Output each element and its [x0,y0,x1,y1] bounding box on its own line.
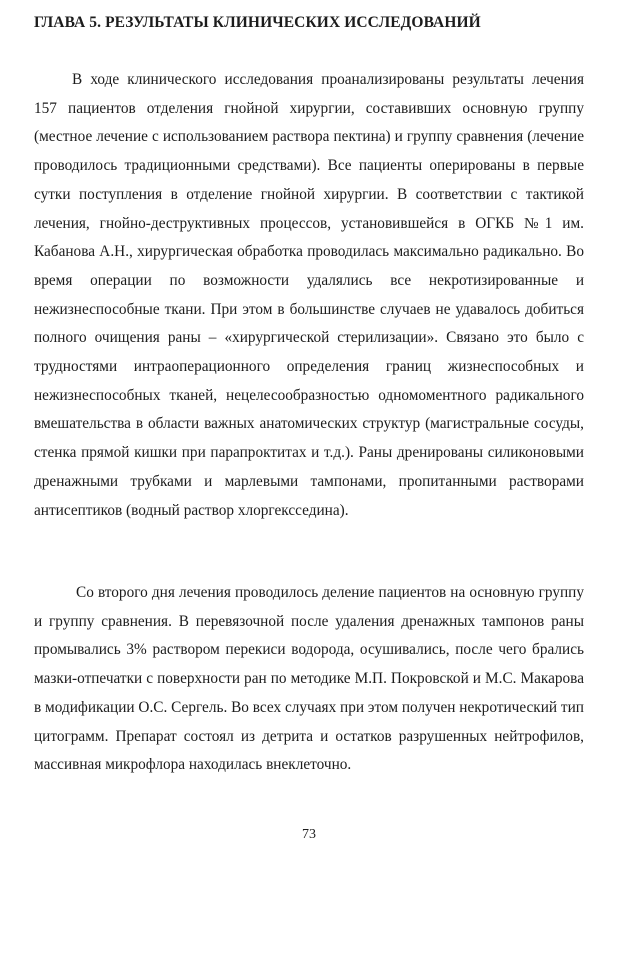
paragraph-clinical-study: В ходе клинического исследования проанализированы результаты лечения 157 пациентов отделения гнойной хирургии, составивших основную группу (местное лечение с использованием раствора пектина) и группу сравнения (лечение проводилось традиционными средствами). Все пациенты оперированы в первые сутки поступления в отделение гнойной хирургии. В соответствии с тактикой лечения, гнойно-деструктивных процессов, установившейся в ОГКБ №1 им. Кабанова А.Н., хирургическая обработка проводилась максимально радикально. Во время операции по возможности удалялись все некротизированные и нежизнеспособные ткани. При этом в большинстве случаев не удавалось добиться полного очищения раны – «хирургической стерилизации». Связано это было с трудностями интраоперационного определения границ жизнеспособных и нежизнеспособных тканей, нецелесообразностью одномоментного радикального вмешательства в области важных анатомических структур (магистральные сосуды, стенка прямой кишки при парапроктитах и т.д.). Раны дренированы силиконовыми дренажными трубками и марлевыми тампонами, пропитанными растворами антисептиков (водный раствор хлоргексседина). [34,71,584,519]
chapter-heading: ГЛАВА 5. РЕЗУЛЬТАТЫ КЛИНИЧЕСКИХ ИССЛЕДОВАНИЙ [34,14,481,31]
paragraph-treatment-groups: Со второго дня лечения проводилось деление пациентов на основную группу и группу сравнения. В перевязочной после удаления дренажных тампонов раны промывались 3% раствором перекиси водорода, осушивались, после чего брались мазки-отпечатки с поверхности ран по методике М.П. Покровской и М.С. Макарова в модификации О.С. Сергель. Во всех случаях при этом получен некротический тип цитограмм. Препарат состоял из детрита и остатков разрушенных нейтрофилов, массивная микрофлора находилась внеклеточно. [34,584,584,774]
page-number: 73 [302,827,316,842]
